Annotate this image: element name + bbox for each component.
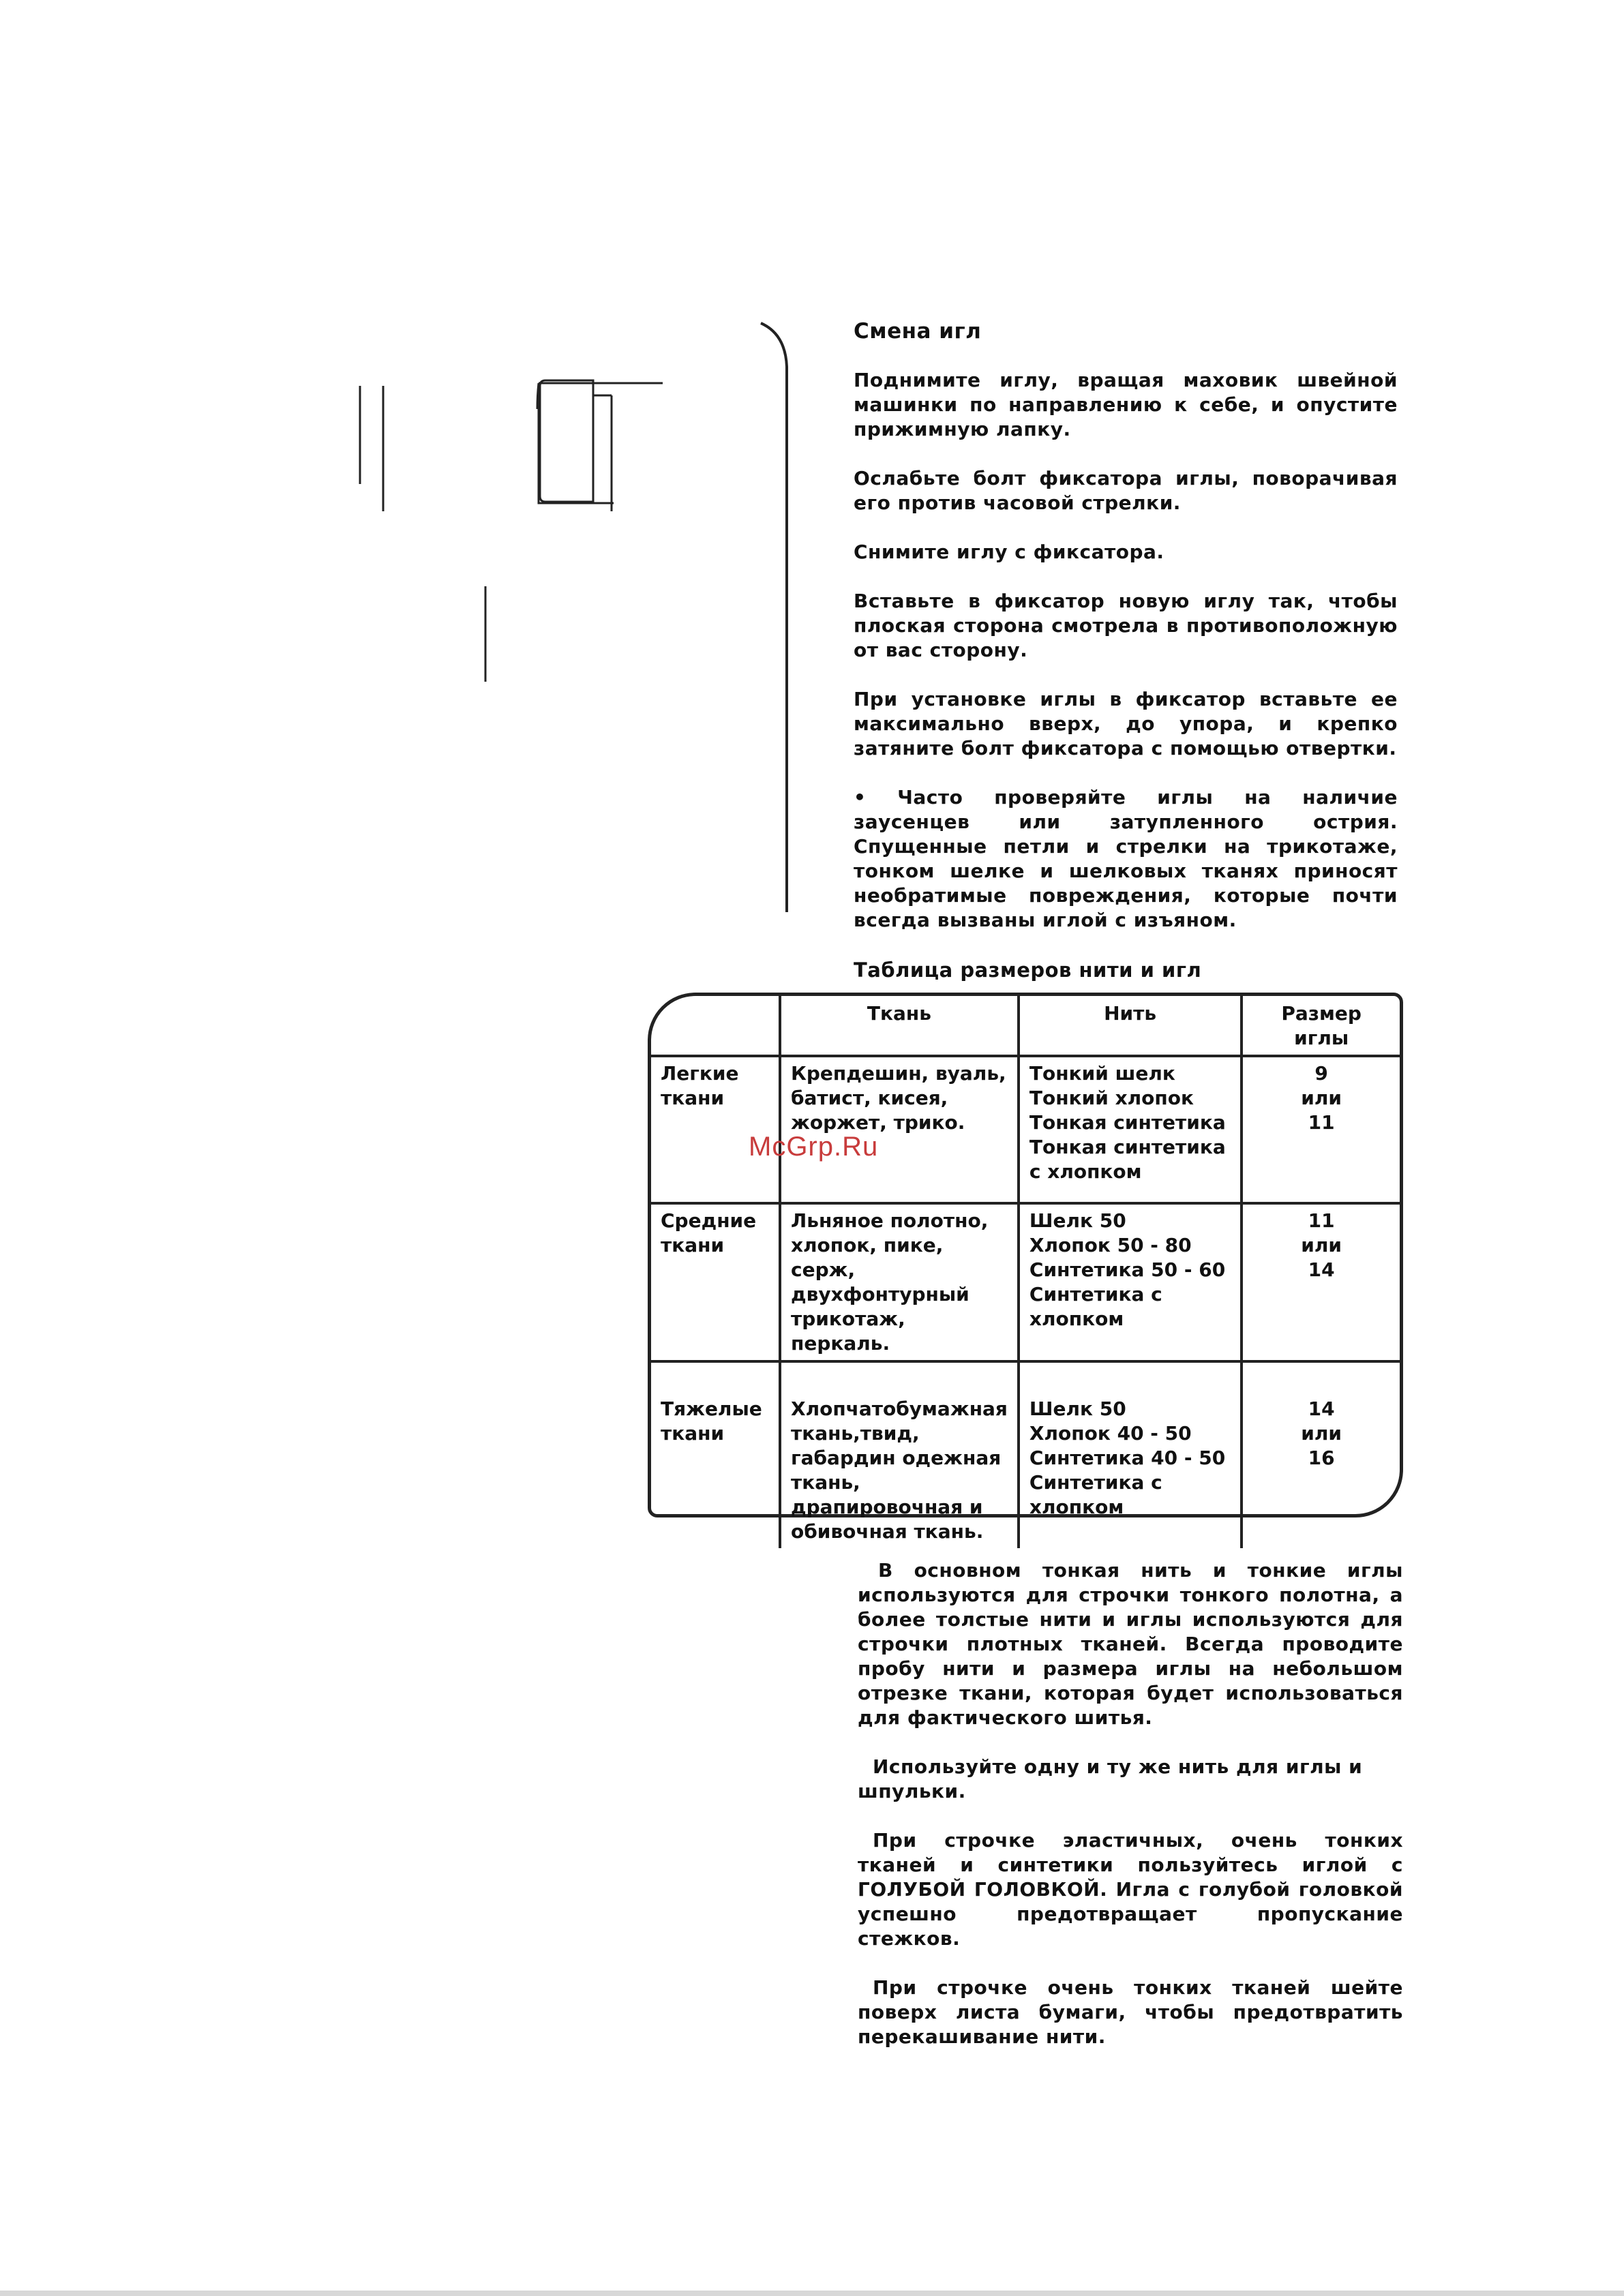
header-empty [651, 996, 780, 1056]
table-row [651, 1361, 1400, 1548]
fabric-cell: Хлопчатобумажная ткань,твид, габардин одежная ткань, драпировочная и обивочная ткань. [780, 1361, 1019, 1548]
fabric-cell: Льняное полотно, хлопок, пике, серж, двухфонтурный трикотаж, перкаль. [780, 1203, 1019, 1361]
paragraph-3: Снимите иглу с фиксатора. [854, 541, 1164, 563]
note-3: При строчке эластичных, очень тонких тканей и синтетики пользуйтесь иглой с ГОЛУБОЙ ГОЛОВКОЙ. Игла с голубой головкой успешно предотвращает пропускание стежков. [858, 1829, 1403, 1950]
table-header-row [651, 996, 1400, 1056]
needle-clamp-side [593, 395, 612, 511]
needle-illustration [341, 368, 682, 695]
category-cell: Тяжелые ткани [651, 1361, 780, 1548]
needle-clamp-outline [537, 383, 663, 503]
table-row [651, 1056, 1400, 1203]
notes-column [858, 1558, 1403, 2049]
table-row [651, 1203, 1400, 1361]
fabric-cell: Крепдешин, вуаль, батист, кисея, жоржет, трико. [780, 1056, 1019, 1203]
note-4: При строчке очень тонких тканей шейте поверх листа бумаги, чтобы предотвратить перекашивание нити. [858, 1976, 1403, 2048]
header-fabric: Ткань [780, 996, 1019, 1056]
watermark: McGrp.Ru [749, 1132, 879, 1162]
instruction-column [854, 318, 1398, 983]
thread-needle-table [648, 993, 1403, 1543]
paragraph-6: • Часто проверяйте иглы на наличие заусенцев или затупленного острия. Спущенные петли и стрелки на трикотаже, тонком шелке и шелковых тканях приносят необратимые повреждения, которые почти всегда вызваны иглой с изъяном. [854, 786, 1398, 931]
category-cell: Легкие ткани [651, 1056, 780, 1203]
table-title: Таблица размеров нити и игл [854, 958, 1202, 982]
paragraph-1: Поднимите иглу, вращая маховик швейной машинки по направлению к себе, и опустите прижимную лапку. [854, 369, 1398, 440]
needle-cell: 9 или 11 [1242, 1056, 1400, 1203]
thread-cell: Шелк 50 Хлопок 40 - 50 Синтетика 40 - 50 Синтетика с хлопком [1019, 1361, 1242, 1548]
thread-cell: Шелк 50 Хлопок 50 - 80 Синтетика 50 - 60 Синтетика с хлопком [1019, 1203, 1242, 1361]
note-2: Используйте одну и ту же нить для иглы и шпульки. [858, 1755, 1363, 1802]
paragraph-5: При установке иглы в фиксатор вставьте ее максимально вверх, до упора, и крепко затяните болт фиксатора с помощью отвертки. [854, 688, 1398, 759]
section-bracket [757, 319, 791, 919]
category-cell: Средние ткани [651, 1203, 780, 1361]
needle-cell: 14 или 16 [1242, 1361, 1400, 1548]
scan-edge [0, 2291, 1624, 2296]
header-thread: Нить [1019, 996, 1242, 1056]
thread-cell: Тонкий шелк Тонкий хлопок Тонкая синтетика Тонкая синтетика с хлопком [1019, 1056, 1242, 1203]
note-1: В основном тонкая нить и тонкие иглы используются для строчки тонкого полотна, а более толстые нити и иглы используются для строчки плотных тканей. Всегда проводите пробу нити и размера иглы на небольшом отрезке ткани, которая будет использоваться для фактического шитья. [858, 1559, 1403, 1729]
paragraph-2: Ослабьте болт фиксатора иглы, поворачивая его против часовой стрелки. [854, 467, 1398, 514]
needle-cell: 11 или 14 [1242, 1203, 1400, 1361]
section-title: Смена игл [854, 319, 982, 344]
header-needle: Размер иглы [1242, 996, 1400, 1056]
paragraph-4: Вставьте в фиксатор новую иглу так, чтобы плоская сторона смотрела в противоположную от вас сторону. [854, 590, 1398, 661]
needle-clamp-body [540, 380, 593, 502]
